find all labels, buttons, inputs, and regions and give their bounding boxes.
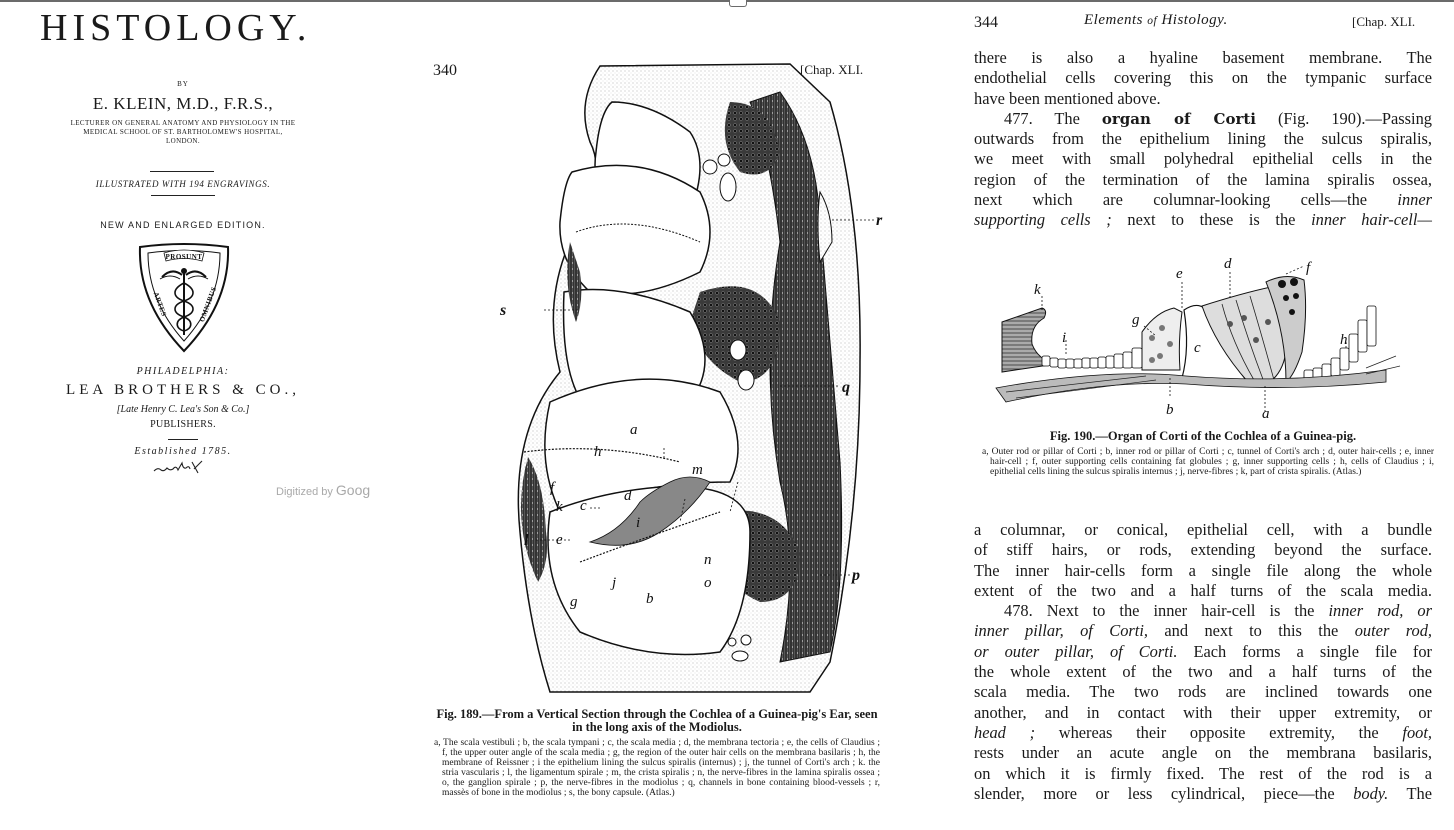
text-line: scala media. The two rods are inclined towards one [974,682,1432,702]
figure-label: c [1194,340,1201,356]
cochlea-section-figure [480,62,890,702]
author-name: E. KLEIN, M.D., F.R.S., [92,94,274,113]
figure-label: n [704,552,712,568]
page-344 [972,0,1434,830]
text-run: (Fig. 190).—Passing [1255,108,1432,128]
figure-legend: a, Outer rod or pillar of Corti ; b, inner rod or pillar of Corti ; c, tunnel of Corti's arch ; d, outer hair-cells ; e, inner hair-cell ; f, outer supporting cells containing fat globules ; g, inner supporting cells ; h, cells of Claudius ; i, epithelial cells lining the sulcus spiralis internus ; j, nerve-fibres ; k, part of crista spiralis. (Atlas.) [982,447,1434,477]
figure-label: o [704,575,712,591]
paragraph-number: 477. The [1004,108,1102,128]
title-page [0,0,380,830]
italic-term: inner pillar, of Corti, [974,621,1148,641]
figure-label: i [1062,330,1067,346]
figure-label: l [524,532,529,549]
text-run: and next to this the [1147,621,1355,641]
text-line: a columnar, or conical, epithelial cell, with a bundle [974,520,1432,539]
text-line [974,784,1432,804]
chapter-header: [Chap. XLI. [1352,14,1416,29]
italic-term: or outer pillar, of Corti. [974,641,1178,661]
credentials-line: LONDON. [165,137,201,145]
figure-label: q [842,379,850,396]
italic-term: outer rod, [1354,621,1432,641]
body-text-bottom [974,520,1432,804]
italic-term: inner hair-cell— [1311,210,1432,230]
text-line: another, and in contact with their upper extremity, or [974,702,1432,722]
figure-label: s [500,302,507,319]
edition-note: NEW AND ENLARGED EDITION. [100,220,266,230]
figure-label: j [612,575,617,591]
text-line [974,210,1432,230]
text-line: there is also a hyaline basement membrane. The [974,48,1432,67]
seal-left-word: ARTES [151,290,169,318]
book-title: HISTOLOGY. [40,7,312,49]
figure-label: b [646,591,654,607]
italic-term: supporting cells ; [974,210,1112,230]
text-line: extent of the two and a half turns of the scala media. [974,580,1432,600]
text-line: the whole extent of the two and a half turns of the [974,662,1432,682]
figure-label: r [876,212,883,229]
divider [150,171,214,172]
established-year: Established 1785. [134,446,232,457]
publishers-label: PUBLISHERS. [150,419,216,430]
credentials-line: MEDICAL SCHOOL OF ST. BARTHOLOMEW'S HOSPITAL, [83,128,283,136]
digitized-brand: Goog [335,482,371,498]
figure-label: a [630,422,638,438]
text-run: 478. Next to the inner hair-cell is the [1004,601,1329,621]
text-line: of stiff hairs, or rods, extending beyond the surface. [974,540,1432,560]
running-head [1084,12,1228,29]
text-line: endothelial cells covering this on the tympanic surface [974,68,1432,88]
publisher-city: PHILADELPHIA: [136,366,230,377]
digitized-watermark [276,482,370,498]
digitized-prefix: Digitized by [276,486,333,498]
figure-label: h [594,444,602,460]
text-line: we meet with small polyhedral epithelial cells in the [974,149,1432,169]
figure-label: b [1166,402,1174,418]
page-number: 344 [974,14,998,31]
publisher-name: LEA BROTHERS & CO., [66,382,300,398]
figure-caption: Fig. 189.—From a Vertical Section through the Cochlea of a Guinea-pig's Ear, seen in the long axis of the Modiolus. [436,707,878,734]
chapter-header: [Chap. XLI. [800,62,864,77]
text-line: on which it is firmly fixed. The rest of the rod is a [974,763,1432,783]
italic-term: body. [1353,783,1389,803]
text-run: next to these is the [1111,210,1312,230]
page-number: 340 [433,62,457,79]
organ-of-corti-figure [986,252,1444,424]
italic-term: inner [1397,190,1432,210]
figure-label: e [556,532,563,548]
italic-term: head ; [974,722,1036,742]
signature-mark [152,459,212,475]
text-line [974,601,1432,621]
figure-caption: Fig. 190.—Organ of Corti of the Cochlea of a Guinea-pig. [1049,429,1357,443]
seal-right-word: OMNIBUS [198,285,219,324]
figure-label: a [1262,406,1270,422]
figure-label: k [1034,282,1041,298]
figure-label: f [1306,260,1311,276]
text-line [974,109,1432,129]
figure-label: c [580,498,587,514]
figure-label: p [852,567,860,584]
figure-label: e [1176,266,1183,282]
text-line [974,723,1432,743]
italic-term: foot, [1402,722,1432,742]
running-head-word: Histology. [1161,12,1228,28]
text-line: have been mentioned above. [974,88,1161,108]
bold-term: organ of Corti [1101,109,1256,128]
text-run: The [1388,783,1432,803]
body-text-top [974,48,1432,231]
text-line [974,621,1432,641]
figure-legend: a, The scala vestibuli ; b, the scala tympani ; c, the scala media ; d, the membrana tectoria ; e, the cells of Claudius ; f, the upper outer angle of the scala media ; g, the region of the outer hair cells on the membrana basilaris ; h, the membrane of Reissner ; i the epithelium lining the sulcus spiralis (internus) ; j, the tunnel of Corti's arch ; k. the stria vascularis ; l, the ligamentum spirale ; m, the crista spiralis ; n, the nerve-fibres in the lamina spiralis ossea ; o, the ganglion spirale ; p, the nerve-fibres in the modiolus ; q, channels in bone containing blood-vessels ; r, massès of bone in the modiolus ; s, the bony capsule. (Atlas.) [434,738,880,798]
figure-label: g [1132,312,1140,328]
seal-top-word: PROSUNT [165,253,203,261]
figure-label: k [556,499,563,515]
text-line [974,190,1432,210]
author-credentials [40,119,326,146]
figure-label: d [624,488,632,504]
text-line: outwards from the epithelium lining the sulcus spiralis, [974,129,1432,149]
divider [168,439,198,440]
caduceus-shield-icon [136,243,232,355]
text-run: next which are columnar-looking cells—the [974,190,1398,210]
text-run: slender, more or less cylindrical, piece—the [974,783,1354,803]
text-line: The inner hair-cells form a single file along the whole [974,560,1432,580]
running-head-word: Elements [1084,12,1143,28]
figure-label: f [550,480,555,496]
italic-term: inner rod, or [1328,601,1432,621]
text-line [974,642,1432,662]
publisher-former-name: [Late Henry C. Lea's Son & Co.] [116,404,250,415]
figure-label: i [636,515,641,531]
text-line: rests under an acute angle on the membrana basilaris, [974,743,1432,763]
divider [151,195,215,196]
figure-label: d [1224,256,1232,272]
figure-label: m [692,462,703,478]
text-run: Each forms a single file for [1177,641,1432,661]
illustrated-note: ILLUSTRATED WITH 194 ENGRAVINGS. [95,179,271,189]
by-line: BY [177,80,189,88]
text-run: whereas their opposite extremity, the [1035,722,1403,742]
figure-label: g [570,594,578,610]
running-head-word: of [1147,15,1158,27]
page-340 [420,0,890,830]
credentials-line: LECTURER ON GENERAL ANATOMY AND PHYSIOLOGY IN THE [70,119,296,127]
figure-label: h [1340,332,1348,348]
text-line: region of the termination of the lamina spiralis ossea, [974,169,1432,189]
